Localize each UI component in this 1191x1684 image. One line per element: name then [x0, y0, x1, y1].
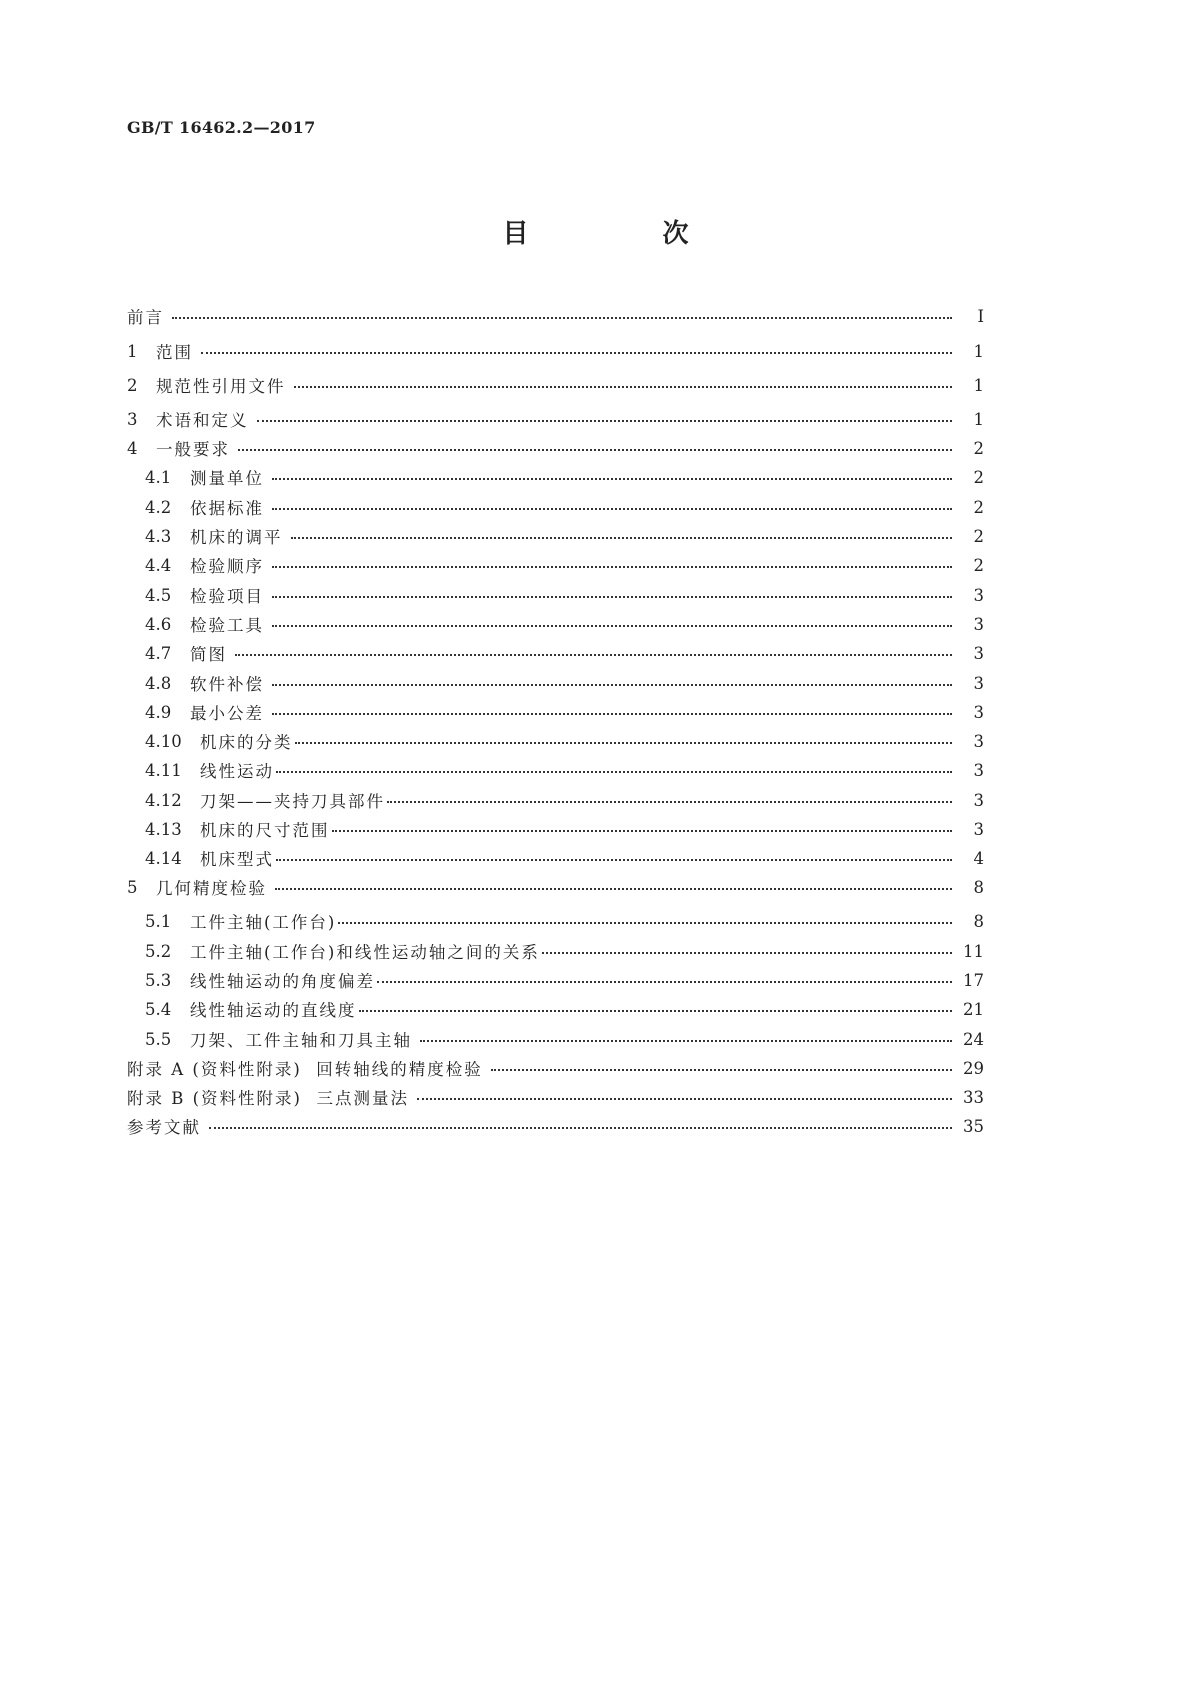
toc-entry-number: 4.1 [145, 467, 172, 487]
dot-leader [272, 596, 952, 598]
toc-entry-page: 3 [973, 760, 984, 780]
toc-entry-title: 几何精度检验 [156, 879, 267, 898]
toc-entry-page: 3 [973, 673, 984, 693]
toc-entry-page: 24 [963, 1029, 984, 1049]
toc-entry-title: 范围 [156, 343, 193, 362]
toc-entry-page: 17 [963, 970, 984, 990]
toc-entry-page: 3 [973, 614, 984, 634]
toc-entry-title: 机床型式 [200, 850, 274, 869]
dot-leader [276, 771, 952, 773]
toc-entry-page: 3 [973, 702, 984, 722]
toc-entry[interactable] [127, 524, 984, 548]
toc-entry-page: 4 [973, 848, 984, 868]
dot-leader [295, 742, 953, 744]
toc-entry[interactable] [127, 339, 984, 363]
toc-entry-page: 2 [973, 526, 984, 546]
toc-entry-title: 线性轴运动的直线度 [190, 1001, 357, 1020]
toc-entry-page: 1 [973, 409, 984, 429]
toc-entry[interactable] [127, 729, 984, 753]
dot-leader [238, 449, 952, 451]
dot-leader [276, 859, 952, 861]
toc-entry-title: 工件主轴(工作台) [190, 913, 337, 932]
toc-entry[interactable] [127, 583, 984, 607]
page-title: 目 次 [502, 219, 743, 249]
toc-entry[interactable] [127, 1085, 984, 1109]
toc-entry-page: 2 [973, 438, 984, 458]
toc-entry-number: 1 [127, 341, 138, 361]
toc-entry-title: 机床的尺寸范围 [200, 821, 330, 840]
toc-entry-title: 线性运动 [200, 762, 274, 781]
toc-entry-page: 33 [963, 1087, 984, 1107]
toc-entry[interactable] [127, 909, 984, 933]
toc-entry-number: 5.1 [145, 911, 172, 931]
toc-entry-number: 2 [127, 375, 138, 395]
toc-entry-page: 35 [963, 1116, 984, 1136]
dot-leader [491, 1069, 952, 1071]
toc-entry[interactable] [127, 846, 984, 870]
toc-entry-page: 2 [973, 555, 984, 575]
toc-entry-page: Ⅰ [977, 306, 984, 326]
dot-leader [201, 352, 952, 354]
toc-entry[interactable] [127, 641, 984, 665]
toc-entry-title: 线性轴运动的角度偏差 [190, 972, 375, 991]
toc-entry-title: 检验项目 [190, 587, 264, 606]
toc-entry-page: 3 [973, 731, 984, 751]
toc-entry[interactable] [127, 968, 984, 992]
dot-leader [359, 1010, 953, 1012]
dot-leader [417, 1098, 952, 1100]
dot-leader [235, 654, 952, 656]
toc-entry-title: 测量单位 [190, 469, 264, 488]
toc-entry-title: 软件补偿 [190, 675, 264, 694]
toc-entry-page: 11 [963, 941, 984, 961]
toc-entry-page: 1 [973, 375, 984, 395]
dot-leader [377, 981, 952, 983]
toc-entry-title: 检验顺序 [190, 557, 264, 576]
toc-entry-title: 检验工具 [190, 616, 264, 635]
toc-entry[interactable] [127, 1027, 984, 1051]
toc-entry-title: 机床的调平 [190, 528, 283, 547]
dot-leader [272, 566, 952, 568]
toc-entry-number: 4.4 [145, 555, 172, 575]
toc-entry-title: 刀架、工件主轴和刀具主轴 [190, 1031, 412, 1050]
toc-entry-page: 3 [973, 585, 984, 605]
toc-entry[interactable] [127, 373, 984, 397]
toc-entry-page: 2 [973, 497, 984, 517]
toc-entry-title: 规范性引用文件 [156, 377, 286, 396]
toc-entry-page: 8 [973, 877, 984, 897]
toc-entry-page: 3 [973, 790, 984, 810]
toc-entry[interactable] [127, 875, 984, 899]
toc-entry-title: 一般要求 [156, 440, 230, 459]
dot-leader [332, 830, 953, 832]
dot-leader [257, 420, 953, 422]
dot-leader [272, 684, 952, 686]
toc-entry-page: 29 [963, 1058, 984, 1078]
toc-entry-number: 3 [127, 409, 138, 429]
toc-entry-number: 5.3 [145, 970, 172, 990]
dot-leader [272, 625, 952, 627]
dot-leader [275, 888, 952, 890]
toc-entry-page: 8 [973, 911, 984, 931]
dot-leader [272, 508, 952, 510]
toc-entry-number: 4.5 [145, 585, 172, 605]
toc-entry-title: 术语和定义 [156, 411, 249, 430]
dot-leader [209, 1127, 952, 1129]
toc-entry-number: 4.11 [145, 760, 182, 780]
dot-leader [542, 952, 952, 954]
toc-entry-number: 4.12 [145, 790, 182, 810]
toc-entry[interactable] [127, 700, 984, 724]
dot-leader [172, 317, 952, 319]
toc-entry-title: 工件主轴(工作台)和线性运动轴之间的关系 [190, 943, 540, 962]
toc-entry-number: 4.3 [145, 526, 172, 546]
toc-entry[interactable] [127, 612, 984, 636]
toc-entry-number: 4.6 [145, 614, 172, 634]
toc-entry[interactable] [127, 939, 984, 963]
toc-entry[interactable] [127, 436, 984, 460]
dot-leader [294, 386, 953, 388]
toc-entry[interactable] [127, 495, 984, 519]
toc-entry-number: 4.8 [145, 673, 172, 693]
toc-entry-title: 附录 A (资料性附录) 回转轴线的精度检验 [127, 1060, 483, 1079]
toc-entry-title: 前言 [127, 308, 164, 327]
toc-entry-page: 2 [973, 467, 984, 487]
toc-entry-number: 5.5 [145, 1029, 172, 1049]
toc-entry-title: 简图 [190, 645, 227, 664]
toc-entry-number: 5.4 [145, 999, 172, 1019]
toc-entry-number: 4 [127, 438, 138, 458]
toc-entry[interactable] [127, 465, 984, 489]
toc-entry[interactable] [127, 304, 984, 328]
toc-entry-title: 刀架——夹持刀具部件 [200, 792, 385, 811]
toc-entry-number: 4.7 [145, 643, 172, 663]
toc-entry-number: 5.2 [145, 941, 172, 961]
dot-leader [272, 713, 952, 715]
dot-leader [272, 478, 952, 480]
toc-entry-title: 最小公差 [190, 704, 264, 723]
dot-leader [338, 922, 952, 924]
dot-leader [420, 1040, 952, 1042]
toc-entry-number: 4.13 [145, 819, 182, 839]
toc-entry[interactable] [127, 1056, 984, 1080]
toc-entry-number: 4.14 [145, 848, 182, 868]
toc-entry-page: 3 [973, 643, 984, 663]
toc-entry[interactable] [127, 758, 984, 782]
toc-entry-number: 4.10 [145, 731, 182, 751]
dot-leader [387, 801, 952, 803]
toc-entry[interactable] [127, 817, 984, 841]
toc-entry-title: 附录 B (资料性附录) 三点测量法 [127, 1089, 409, 1108]
toc-entry-number: 4.2 [145, 497, 172, 517]
toc-entry[interactable] [127, 788, 984, 812]
toc-entry-title: 依据标准 [190, 499, 264, 518]
toc-entry[interactable] [127, 407, 984, 431]
standard-code: GB/T 16462.2—2017 [127, 118, 316, 137]
toc-entry-number: 5 [127, 877, 138, 897]
toc-entry[interactable] [127, 553, 984, 577]
toc-entry-page: 3 [973, 819, 984, 839]
toc-entry-page: 1 [973, 341, 984, 361]
toc-entry[interactable] [127, 997, 984, 1021]
toc-entry[interactable] [127, 671, 984, 695]
toc-entry-page: 21 [963, 999, 984, 1019]
toc-entry-number: 4.9 [145, 702, 172, 722]
toc-entry-title: 机床的分类 [200, 733, 293, 752]
dot-leader [291, 537, 953, 539]
toc-entry[interactable] [127, 1114, 984, 1138]
toc-entry-title: 参考文献 [127, 1118, 201, 1137]
